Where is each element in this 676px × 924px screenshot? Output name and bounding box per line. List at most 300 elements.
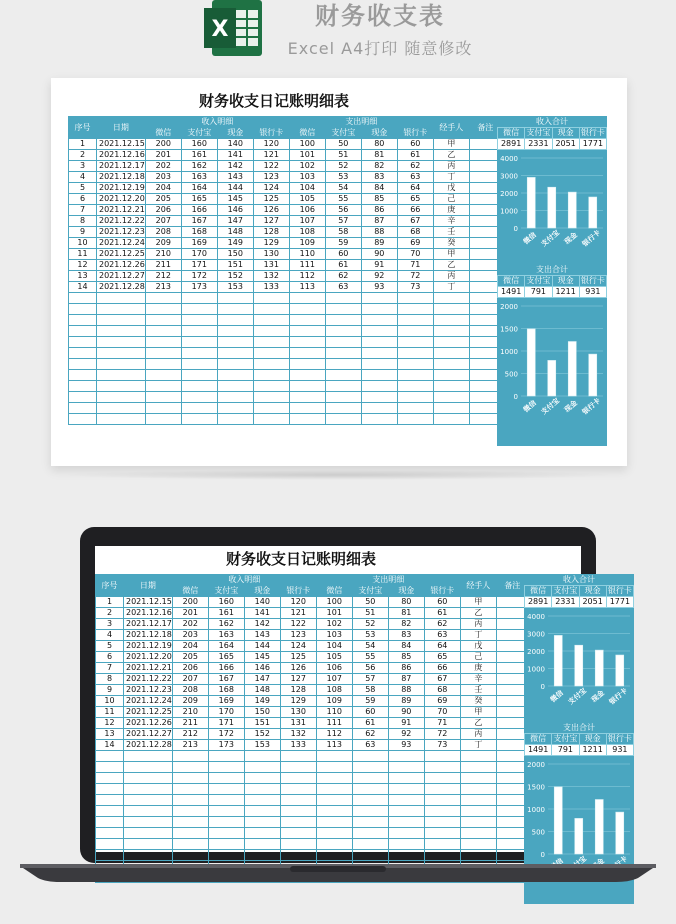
table-cell: [352, 795, 388, 806]
table-cell: 127: [280, 674, 316, 685]
table-cell: [460, 762, 496, 773]
table-cell: 127: [253, 216, 289, 227]
table-cell: [361, 392, 397, 403]
table-cell: 120: [280, 597, 316, 608]
table-cell: 105: [316, 652, 352, 663]
table-cell: 2021.12.23: [97, 227, 146, 238]
y-tick-label: 4000: [500, 155, 518, 163]
table-cell: [181, 337, 217, 348]
table-cell: 161: [208, 608, 244, 619]
table-cell: [208, 784, 244, 795]
table-cell: 144: [244, 641, 280, 652]
summary-header: 现金: [579, 586, 606, 597]
table-cell: 丙: [433, 161, 469, 172]
column-header: 现金: [244, 586, 280, 597]
table-cell: [424, 795, 460, 806]
bar: [527, 177, 535, 228]
table-cell: 111: [289, 260, 325, 271]
table-cell: 51: [325, 150, 361, 161]
summary-header: 银行卡: [580, 276, 605, 285]
summary-value: 931: [579, 287, 606, 298]
table-cell: [145, 359, 181, 370]
table-cell: [316, 839, 352, 850]
x-tick-label: 微信: [549, 688, 565, 705]
summary-value: 791: [552, 745, 579, 756]
table-cell: 7: [69, 205, 97, 216]
table-cell: 己: [433, 194, 469, 205]
ledger-table: [95, 574, 529, 883]
table-cell: 86: [361, 205, 397, 216]
table-cell: [352, 828, 388, 839]
table-row: [96, 839, 529, 850]
x-tick-label: 支付宝: [566, 686, 589, 707]
table-cell: 212: [172, 729, 208, 740]
table-cell: [145, 370, 181, 381]
summary-table: [497, 127, 607, 150]
table-cell: [325, 392, 361, 403]
table-cell: 211: [145, 260, 181, 271]
table-cell: [97, 381, 146, 392]
laptop-screen: [95, 546, 632, 859]
bar: [589, 197, 597, 228]
table-cell: 甲: [460, 597, 496, 608]
table-cell: [289, 414, 325, 425]
table-cell: 122: [280, 619, 316, 630]
table-cell: 60: [325, 249, 361, 260]
table-cell: [424, 806, 460, 817]
table-cell: 10: [96, 696, 124, 707]
table-cell: 145: [217, 194, 253, 205]
table-cell: 204: [145, 183, 181, 194]
table-cell: 108: [316, 685, 352, 696]
column-header: 现金: [361, 128, 397, 139]
table-cell: [217, 414, 253, 425]
x-tick-label: 银行卡: [607, 686, 630, 707]
table-cell: 162: [181, 161, 217, 172]
table-cell: 112: [289, 271, 325, 282]
table-cell: 癸: [433, 238, 469, 249]
table-cell: [253, 359, 289, 370]
table-cell: [124, 817, 173, 828]
summary-value: 2331: [525, 139, 552, 150]
table-cell: [145, 337, 181, 348]
table-cell: 205: [145, 194, 181, 205]
table-cell: [361, 337, 397, 348]
table-cell: 109: [289, 238, 325, 249]
table-cell: 7: [96, 663, 124, 674]
table-cell: 152: [217, 271, 253, 282]
table-cell: 207: [172, 674, 208, 685]
summary-label: 支出合计: [563, 723, 595, 732]
table-cell: 2021.12.28: [124, 740, 173, 751]
table-cell: [388, 817, 424, 828]
table-cell: [96, 762, 124, 773]
column-header: 银行卡: [280, 586, 316, 597]
y-tick-label: 1000: [500, 348, 518, 356]
table-cell: [325, 370, 361, 381]
table-cell: 11: [96, 707, 124, 718]
table-row: [96, 729, 529, 740]
table-cell: [280, 773, 316, 784]
table-cell: [316, 762, 352, 773]
table-cell: [361, 315, 397, 326]
table-row: [96, 685, 529, 696]
ledger-table: [68, 116, 502, 425]
table-cell: [361, 326, 397, 337]
table-cell: 100: [289, 139, 325, 150]
table-cell: [69, 359, 97, 370]
table-cell: [280, 762, 316, 773]
table-cell: [460, 806, 496, 817]
table-cell: [69, 414, 97, 425]
table-cell: 14: [96, 740, 124, 751]
table-cell: 130: [280, 707, 316, 718]
table-cell: [145, 414, 181, 425]
table-cell: 2021.12.19: [124, 641, 173, 652]
bar: [554, 635, 562, 686]
bar: [548, 360, 556, 396]
table-cell: 149: [244, 696, 280, 707]
table-row: [69, 260, 502, 271]
table-cell: 168: [181, 227, 217, 238]
table-cell: 101: [316, 608, 352, 619]
table-cell: 89: [361, 238, 397, 249]
table-row: [69, 304, 502, 315]
table-row: [69, 326, 502, 337]
table-cell: 83: [361, 172, 397, 183]
table-cell: 甲: [433, 249, 469, 260]
table-cell: 148: [244, 685, 280, 696]
table-cell: 2: [69, 150, 97, 161]
table-row: [96, 828, 529, 839]
table-row: [96, 762, 529, 773]
table-cell: 150: [217, 249, 253, 260]
table-cell: 72: [397, 271, 433, 282]
table-cell: [145, 348, 181, 359]
table-cell: [460, 839, 496, 850]
table-cell: [96, 773, 124, 784]
table-row: [96, 806, 529, 817]
table-cell: 14: [69, 282, 97, 293]
table-cell: [217, 326, 253, 337]
table-cell: 71: [424, 718, 460, 729]
table-cell: 丙: [433, 271, 469, 282]
group-header: 收入明细: [145, 117, 289, 128]
table-cell: 107: [289, 216, 325, 227]
table-cell: [172, 806, 208, 817]
table-cell: 丁: [460, 740, 496, 751]
table-cell: [244, 806, 280, 817]
table-cell: 3: [69, 161, 97, 172]
table-cell: 60: [352, 707, 388, 718]
table-cell: [325, 293, 361, 304]
table-cell: 2021.12.17: [124, 619, 173, 630]
table-cell: 170: [181, 249, 217, 260]
table-cell: 126: [280, 663, 316, 674]
column-header: 银行卡: [397, 128, 433, 139]
table-row: [96, 652, 529, 663]
column-header: 现金: [388, 586, 424, 597]
table-cell: [289, 370, 325, 381]
table-cell: [316, 817, 352, 828]
table-cell: 2021.12.27: [97, 271, 146, 282]
table-cell: [388, 795, 424, 806]
table-cell: [96, 784, 124, 795]
table-cell: [217, 381, 253, 392]
bar: [548, 187, 556, 228]
table-cell: 13: [69, 271, 97, 282]
table-cell: 13: [96, 729, 124, 740]
table-cell: [217, 403, 253, 414]
table-cell: [316, 828, 352, 839]
table-cell: 162: [208, 619, 244, 630]
table-cell: 68: [397, 227, 433, 238]
table-cell: 106: [289, 205, 325, 216]
table-cell: 62: [424, 619, 460, 630]
table-cell: [433, 304, 469, 315]
table-cell: [352, 762, 388, 773]
table-cell: [460, 751, 496, 762]
table-cell: 105: [289, 194, 325, 205]
table-cell: 70: [397, 249, 433, 260]
table-cell: 92: [361, 271, 397, 282]
table-cell: 乙: [433, 260, 469, 271]
table-cell: [244, 762, 280, 773]
bar: [595, 800, 603, 854]
table-cell: 103: [289, 172, 325, 183]
table-cell: 140: [244, 597, 280, 608]
table-cell: 173: [208, 740, 244, 751]
table-row: [69, 348, 502, 359]
table-cell: 113: [289, 282, 325, 293]
table-cell: [244, 839, 280, 850]
table-cell: 2: [96, 608, 124, 619]
table-cell: 57: [352, 674, 388, 685]
table-cell: [217, 348, 253, 359]
table-cell: [460, 850, 496, 861]
table-cell: [397, 381, 433, 392]
table-cell: 61: [424, 608, 460, 619]
table-cell: 2021.12.16: [97, 150, 146, 161]
table-row: [69, 172, 502, 183]
table-cell: 2021.12.21: [97, 205, 146, 216]
summary-label: 收入合计: [536, 117, 568, 126]
table-cell: 164: [181, 183, 217, 194]
table-cell: 129: [280, 696, 316, 707]
table-cell: [316, 795, 352, 806]
table-cell: [97, 370, 146, 381]
table-cell: 111: [316, 718, 352, 729]
table-cell: [361, 304, 397, 315]
table-cell: 90: [388, 707, 424, 718]
x-tick-label: 银行卡: [580, 396, 603, 417]
table-cell: 200: [145, 139, 181, 150]
table-row: [69, 403, 502, 414]
table-cell: 50: [325, 139, 361, 150]
table-cell: 206: [172, 663, 208, 674]
table-row: [96, 674, 529, 685]
table-cell: [397, 348, 433, 359]
table-cell: 210: [172, 707, 208, 718]
table-cell: 202: [145, 161, 181, 172]
table-cell: [253, 370, 289, 381]
table-cell: [172, 784, 208, 795]
table-cell: [460, 784, 496, 795]
table-cell: 169: [208, 696, 244, 707]
table-cell: 63: [325, 282, 361, 293]
summary-bar-chart: [497, 152, 607, 264]
table-cell: 11: [69, 249, 97, 260]
y-tick-label: 1000: [527, 665, 545, 674]
table-cell: [69, 304, 97, 315]
table-cell: [424, 828, 460, 839]
table-cell: 100: [316, 597, 352, 608]
summary-value: 2331: [552, 597, 579, 608]
summary-header: 支付宝: [553, 734, 578, 743]
table-cell: [433, 403, 469, 414]
table-cell: 53: [352, 630, 388, 641]
table-cell: [253, 403, 289, 414]
table-cell: 205: [172, 652, 208, 663]
table-cell: 2021.12.18: [124, 630, 173, 641]
table-row: [69, 370, 502, 381]
y-tick-label: 1500: [500, 325, 518, 334]
table-row: [96, 773, 529, 784]
table-cell: 乙: [433, 150, 469, 161]
table-cell: 125: [280, 652, 316, 663]
table-cell: 辛: [433, 216, 469, 227]
y-tick-label: 1500: [527, 783, 545, 792]
table-cell: 丙: [460, 619, 496, 630]
table-cell: 173: [181, 282, 217, 293]
table-cell: 202: [172, 619, 208, 630]
table-cell: 2021.12.15: [97, 139, 146, 150]
table-cell: 107: [316, 674, 352, 685]
table-cell: [433, 381, 469, 392]
table-row: [96, 795, 529, 806]
table-cell: 166: [181, 205, 217, 216]
table-cell: 110: [316, 707, 352, 718]
table-cell: 80: [388, 597, 424, 608]
table-cell: 61: [352, 718, 388, 729]
table-cell: 144: [217, 183, 253, 194]
table-cell: [361, 381, 397, 392]
table-cell: 211: [172, 718, 208, 729]
table-cell: 121: [280, 608, 316, 619]
table-cell: [460, 773, 496, 784]
table-cell: 9: [69, 227, 97, 238]
table-cell: 169: [181, 238, 217, 249]
table-cell: [289, 337, 325, 348]
excel-icon: [202, 0, 264, 56]
summary-table: [497, 275, 607, 298]
table-cell: [96, 806, 124, 817]
x-tick-label: 支付宝: [539, 228, 562, 249]
table-row: [96, 817, 529, 828]
table-cell: 62: [352, 729, 388, 740]
summary-table: [524, 733, 634, 756]
table-cell: [397, 326, 433, 337]
table-cell: 80: [361, 139, 397, 150]
table-cell: [388, 784, 424, 795]
table-cell: [96, 850, 124, 861]
table-cell: 128: [253, 227, 289, 238]
summary-value: 931: [606, 745, 633, 756]
table-cell: 133: [253, 282, 289, 293]
table-cell: [69, 381, 97, 392]
summary-value: 1771: [579, 139, 606, 150]
y-tick-label: 0: [513, 393, 518, 401]
table-cell: [253, 293, 289, 304]
table-cell: 141: [244, 608, 280, 619]
table-cell: 208: [172, 685, 208, 696]
table-cell: [361, 403, 397, 414]
table-cell: [325, 315, 361, 326]
bar: [595, 650, 603, 686]
table-cell: [289, 315, 325, 326]
table-cell: [253, 348, 289, 359]
summary-header: 银行卡: [580, 128, 605, 137]
table-cell: 丁: [433, 172, 469, 183]
table-cell: 161: [181, 150, 217, 161]
table-cell: 212: [145, 271, 181, 282]
summary-header: 支付宝: [526, 128, 551, 137]
summary-value: 2051: [552, 139, 579, 150]
table-cell: [181, 414, 217, 425]
bar: [568, 192, 576, 228]
table-cell: 132: [280, 729, 316, 740]
table-cell: 171: [208, 718, 244, 729]
table-cell: [433, 392, 469, 403]
table-cell: [217, 337, 253, 348]
table-cell: [397, 315, 433, 326]
table-cell: 142: [217, 161, 253, 172]
table-cell: 甲: [460, 707, 496, 718]
table-cell: 204: [172, 641, 208, 652]
table-cell: [397, 359, 433, 370]
table-row: [69, 139, 502, 150]
summary-header: 现金: [579, 734, 606, 745]
table-cell: 65: [397, 194, 433, 205]
table-cell: [97, 403, 146, 414]
summary-panel: [497, 116, 607, 446]
table-cell: [145, 381, 181, 392]
table-cell: [124, 806, 173, 817]
x-tick-label: 现金: [590, 688, 606, 705]
column-header: 序号: [96, 575, 124, 597]
table-cell: 59: [352, 696, 388, 707]
table-cell: 8: [96, 674, 124, 685]
table-cell: 140: [217, 139, 253, 150]
column-header: 微信: [316, 586, 352, 597]
table-cell: [388, 806, 424, 817]
table-cell: [397, 337, 433, 348]
table-cell: [124, 773, 173, 784]
table-cell: [124, 751, 173, 762]
table-cell: 72: [424, 729, 460, 740]
summary-value: 1771: [606, 597, 633, 608]
table-cell: 84: [388, 641, 424, 652]
table-cell: 12: [96, 718, 124, 729]
table-cell: 163: [181, 172, 217, 183]
table-cell: [244, 795, 280, 806]
table-cell: [289, 293, 325, 304]
table-cell: 64: [397, 183, 433, 194]
table-cell: 200: [172, 597, 208, 608]
table-cell: [460, 828, 496, 839]
table-cell: 153: [217, 282, 253, 293]
table-cell: 203: [145, 172, 181, 183]
